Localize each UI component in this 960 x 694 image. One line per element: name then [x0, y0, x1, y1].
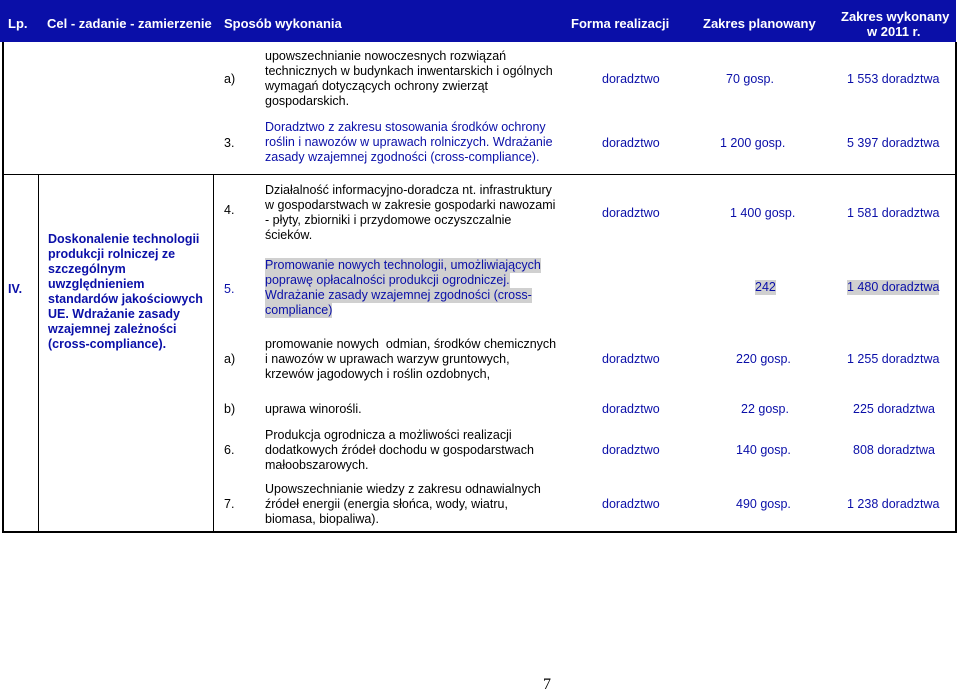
row-description: - płyty, zbiorniki i przydomowe oczyszczalnie [265, 213, 512, 227]
row-number: 5. [224, 282, 235, 296]
section-goal-line: szczególnym [48, 262, 126, 276]
row-wykonany: 808 doradztwa [853, 443, 936, 457]
row-forma: doradztwo [602, 443, 660, 457]
section-goal-line: wzajemnej zależności [48, 322, 177, 336]
row-plan: 490 gosp. [736, 497, 791, 511]
row-description: Działalność informacyjno-doradcza nt. infrastruktury [265, 183, 552, 197]
row-description: roślin i nawozów w uprawach rolniczych. Wdrażanie [265, 135, 553, 149]
section-goal-line: UE. Wdrażanie zasady [48, 307, 180, 321]
section-goal-line: produkcji rolniczej ze [48, 247, 176, 261]
section-goal-line: standardów jakościowych [48, 292, 203, 306]
row-description: Doradztwo z zakresu stosowania środków ochrony [265, 120, 546, 134]
header-lp: Lp. [8, 16, 28, 31]
page-number: 7 [543, 676, 551, 693]
section-goal-line: uwzględnieniem [48, 277, 145, 291]
section-goal-line: Doskonalenie technologii [48, 232, 200, 246]
column-divider [38, 175, 39, 532]
row-number: 6. [224, 443, 235, 457]
row-description: uprawa winorośli. [265, 402, 362, 416]
row-forma: doradztwo [602, 136, 660, 150]
row-description: poprawę opłacalności produkcji ogrodniczej. [265, 273, 510, 287]
row-wykonany: 5 397 doradztwa [847, 136, 940, 150]
header-zakres-planowany: Zakres planowany [703, 16, 816, 31]
row-wykonany: 1 480 doradztwa [847, 280, 940, 294]
row-description: zasady wzajemnej zgodności (cross-compliance). [265, 150, 540, 164]
row-description: małoobszarowych. [265, 458, 369, 472]
row-number: a) [224, 352, 236, 366]
row-description: dodatkowych źródeł dochodu w gospodarstwach [265, 443, 534, 457]
row-description: źródeł energii (energia słońca, wody, wiatru, [265, 497, 508, 511]
row-description: krzewów jagodowych i roślin ozdobnych, [265, 367, 491, 381]
row-plan: 242 [755, 280, 776, 294]
row-description: upowszechnianie nowoczesnych rozwiązań [265, 49, 507, 63]
row-number: 7. [224, 497, 235, 511]
row-wykonany: 1 553 doradztwa [847, 72, 940, 86]
row-description: Produkcja ogrodnicza a możliwości realizacji [265, 428, 512, 442]
row-forma: doradztwo [602, 497, 660, 511]
row-description: Promowanie nowych technologii, umożliwiających [265, 258, 541, 272]
header-cel: Cel - zadanie - zamierzenie [47, 16, 212, 31]
row-description: w gospodarstwach w zakresie gospodarki nawozami [265, 198, 556, 212]
table-border-right [955, 42, 957, 533]
column-divider [213, 175, 214, 532]
row-number: 4. [224, 203, 235, 217]
row-forma: doradztwo [602, 206, 660, 220]
row-description: Wdrażanie zasady wzajemnej zgodności (cross- [265, 288, 532, 302]
row-plan: 70 gosp. [726, 72, 774, 86]
table-border-bottom [2, 531, 957, 533]
table-border-left [2, 42, 4, 533]
row-plan: 1 400 gosp. [730, 206, 796, 220]
header-zakres-wykonany-year: w 2011 r. [867, 24, 921, 39]
section-number: IV. [8, 282, 23, 296]
row-description: promowanie nowych odmian, środków chemicznych [265, 337, 557, 351]
row-plan: 140 gosp. [736, 443, 791, 457]
row-description: compliance) [265, 303, 333, 317]
header-sposob: Sposób wykonania [224, 16, 342, 31]
table-header [0, 0, 956, 42]
row-description: technicznych w budynkach inwentarskich i ogólnych [265, 64, 553, 78]
row-description: Upowszechnianie wiedzy z zakresu odnawialnych [265, 482, 541, 496]
row-number: b) [224, 402, 236, 416]
row-wykonany: 1 255 doradztwa [847, 352, 940, 366]
row-forma: doradztwo [602, 402, 660, 416]
row-description: biomasa, biopaliwa). [265, 512, 379, 526]
row-wykonany: 1 581 doradztwa [847, 206, 940, 220]
section-goal-line: (cross-compliance). [48, 337, 167, 351]
header-forma: Forma realizacji [571, 16, 670, 31]
row-forma: doradztwo [602, 352, 660, 366]
row-description: ścieków. [265, 228, 313, 242]
row-description: gospodarskich. [265, 94, 350, 108]
row-description: i nawozów w uprawach warzyw gruntowych, [265, 352, 510, 366]
row-wykonany: 225 doradztwa [853, 402, 936, 416]
row-description: wymagań dotyczących ochrony zwierząt [265, 79, 489, 93]
row-plan: 22 gosp. [741, 402, 789, 416]
row-divider [3, 174, 956, 175]
row-number: a) [224, 72, 236, 86]
row-forma: doradztwo [602, 72, 660, 86]
row-plan: 220 gosp. [736, 352, 791, 366]
row-wykonany: 1 238 doradztwa [847, 497, 940, 511]
row-number: 3. [224, 136, 235, 150]
header-zakres-wykonany: Zakres wykonany [841, 9, 950, 24]
row-plan: 1 200 gosp. [720, 136, 786, 150]
